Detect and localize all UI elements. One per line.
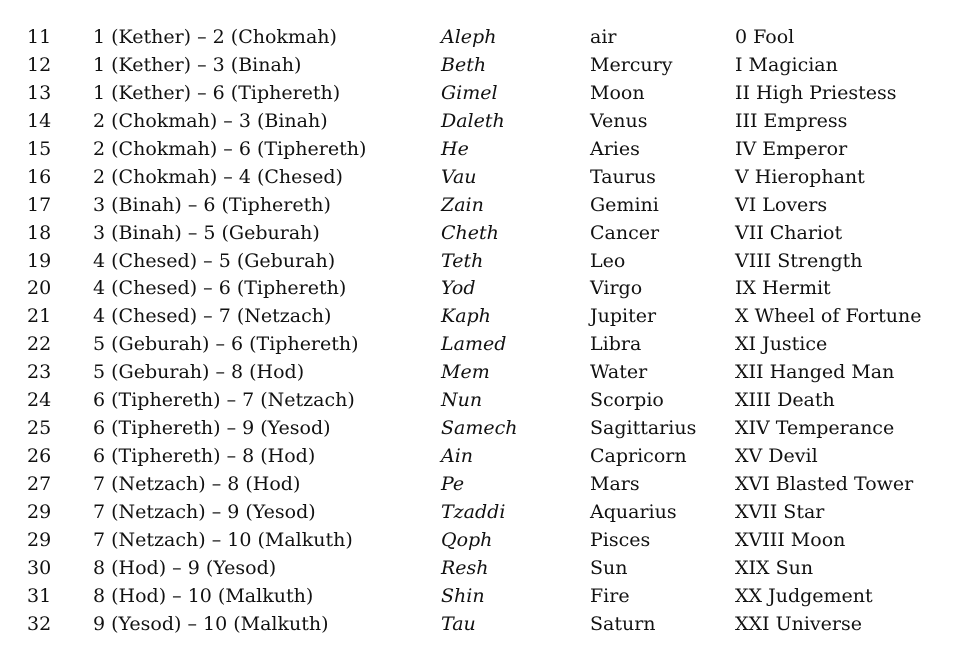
astrological-attribution: Sagittarius bbox=[590, 417, 697, 440]
hebrew-letter: Resh bbox=[441, 556, 489, 579]
path-number: 23 bbox=[27, 361, 52, 384]
tarot-trump: VIII Strength bbox=[735, 249, 863, 272]
table-row bbox=[0, 443, 962, 471]
astrological-attribution: Aquarius bbox=[590, 500, 677, 523]
table-row bbox=[0, 192, 962, 220]
table-row bbox=[0, 108, 962, 136]
path-sephiroth: 8 (Hod) – 10 (Malkuth) bbox=[93, 584, 314, 607]
astrological-attribution: Gemini bbox=[590, 193, 659, 216]
tarot-trump: VII Chariot bbox=[735, 221, 843, 244]
path-number: 29 bbox=[27, 500, 52, 523]
path-number: 26 bbox=[27, 445, 52, 468]
path-sephiroth: 1 (Kether) – 3 (Binah) bbox=[93, 53, 302, 76]
tarot-trump: IV Emperor bbox=[735, 137, 848, 160]
path-sephiroth: 4 (Chesed) – 5 (Geburah) bbox=[93, 249, 336, 272]
path-sephiroth: 3 (Binah) – 6 (Tiphereth) bbox=[93, 193, 331, 216]
table-row bbox=[0, 52, 962, 80]
path-sephiroth: 8 (Hod) – 9 (Yesod) bbox=[93, 556, 277, 579]
path-number: 15 bbox=[27, 137, 52, 160]
astrological-attribution: Mars bbox=[590, 473, 640, 495]
table-row bbox=[0, 527, 962, 555]
table-row bbox=[0, 303, 962, 331]
tarot-trump: XIII Death bbox=[735, 389, 835, 412]
astrological-attribution: Taurus bbox=[590, 165, 656, 188]
path-number: 12 bbox=[27, 53, 52, 76]
tarot-trump: XXI Universe bbox=[735, 612, 862, 635]
hebrew-letter: Kaph bbox=[441, 305, 491, 328]
table-row bbox=[0, 387, 962, 415]
table-row bbox=[0, 164, 962, 192]
tarot-trump: V Hierophant bbox=[735, 165, 865, 188]
path-sephiroth: 2 (Chokmah) – 6 (Tiphereth) bbox=[93, 137, 367, 160]
path-sephiroth: 7 (Netzach) – 10 (Malkuth) bbox=[93, 528, 353, 551]
table-row bbox=[0, 471, 962, 499]
tarot-trump: XIX Sun bbox=[735, 556, 814, 579]
tarot-trump: XV Devil bbox=[735, 445, 818, 468]
path-number: 19 bbox=[27, 249, 52, 272]
hebrew-letter: Pe bbox=[441, 473, 465, 495]
path-sephiroth: 6 (Tiphereth) – 7 (Netzach) bbox=[93, 389, 355, 412]
path-number: 18 bbox=[27, 221, 52, 244]
path-sephiroth: 2 (Chokmah) – 3 (Binah) bbox=[93, 109, 328, 132]
tarot-trump: XIV Temperance bbox=[735, 417, 895, 440]
hebrew-letter: Tzaddi bbox=[441, 500, 506, 523]
tarot-trump: I Magician bbox=[735, 53, 838, 76]
astrological-attribution: Mercury bbox=[590, 53, 673, 76]
hebrew-letter: Daleth bbox=[441, 109, 505, 132]
astrological-attribution: air bbox=[590, 26, 617, 48]
astrological-attribution: Fire bbox=[590, 584, 630, 607]
tarot-trump: XII Hanged Man bbox=[735, 361, 895, 384]
tarot-trump: XVI Blasted Tower bbox=[735, 473, 914, 495]
path-sephiroth: 1 (Kether) – 2 (Chokmah) bbox=[93, 26, 337, 48]
path-sephiroth: 2 (Chokmah) – 4 (Chesed) bbox=[93, 165, 343, 188]
table-row bbox=[0, 220, 962, 248]
hebrew-letter: Lamed bbox=[441, 333, 507, 356]
path-sephiroth: 3 (Binah) – 5 (Geburah) bbox=[93, 221, 320, 244]
path-sephiroth: 7 (Netzach) – 9 (Yesod) bbox=[93, 500, 316, 523]
hebrew-letter: Aleph bbox=[441, 26, 497, 48]
path-sephiroth: 1 (Kether) – 6 (Tiphereth) bbox=[93, 81, 341, 104]
hebrew-letter: Cheth bbox=[441, 221, 499, 244]
table-row bbox=[0, 499, 962, 527]
hebrew-letter: Teth bbox=[441, 249, 484, 272]
path-number: 27 bbox=[27, 473, 52, 495]
hebrew-letter: Vau bbox=[441, 165, 477, 188]
hebrew-letter: Zain bbox=[441, 193, 484, 216]
tarot-trump: X Wheel of Fortune bbox=[735, 305, 922, 328]
astrological-attribution: Water bbox=[590, 361, 648, 384]
astrological-attribution: Capricorn bbox=[590, 445, 687, 468]
tarot-trump: IX Hermit bbox=[735, 277, 831, 300]
path-number: 25 bbox=[27, 417, 52, 440]
tarot-trump: III Empress bbox=[735, 109, 848, 132]
hebrew-letter: Qoph bbox=[441, 528, 493, 551]
table-row bbox=[0, 80, 962, 108]
tarot-trump: 0 Fool bbox=[735, 26, 795, 48]
path-number: 20 bbox=[27, 277, 52, 300]
hebrew-letter: Shin bbox=[441, 584, 485, 607]
path-number: 11 bbox=[27, 26, 52, 48]
path-sephiroth: 6 (Tiphereth) – 8 (Hod) bbox=[93, 445, 316, 468]
hebrew-letter: Yod bbox=[441, 277, 476, 300]
astrological-attribution: Libra bbox=[590, 333, 642, 356]
path-number: 21 bbox=[27, 305, 52, 328]
astrological-attribution: Moon bbox=[590, 81, 645, 104]
tarot-trump: XVII Star bbox=[735, 500, 825, 523]
path-number: 14 bbox=[27, 109, 52, 132]
path-sephiroth: 4 (Chesed) – 7 (Netzach) bbox=[93, 305, 332, 328]
hebrew-letter: He bbox=[441, 137, 469, 160]
tarot-trump: II High Priestess bbox=[735, 81, 897, 104]
path-sephiroth: 4 (Chesed) – 6 (Tiphereth) bbox=[93, 277, 347, 300]
tarot-trump: XX Judgement bbox=[735, 584, 873, 607]
hebrew-letter: Tau bbox=[441, 612, 476, 635]
correspondence-table bbox=[0, 24, 962, 639]
hebrew-letter: Mem bbox=[441, 361, 490, 384]
table-row bbox=[0, 136, 962, 164]
hebrew-letter: Samech bbox=[441, 417, 518, 440]
tarot-trump: XVIII Moon bbox=[735, 528, 846, 551]
path-number: 31 bbox=[27, 584, 52, 607]
tarot-trump: VI Lovers bbox=[735, 193, 828, 216]
astrological-attribution: Venus bbox=[590, 109, 648, 132]
astrological-attribution: Jupiter bbox=[590, 305, 657, 328]
table-row bbox=[0, 415, 962, 443]
astrological-attribution: Cancer bbox=[590, 221, 660, 244]
hebrew-letter: Ain bbox=[441, 445, 474, 468]
path-number: 16 bbox=[27, 165, 52, 188]
astrological-attribution: Virgo bbox=[590, 277, 643, 300]
astrological-attribution: Leo bbox=[590, 249, 626, 272]
path-number: 30 bbox=[27, 556, 52, 579]
astrological-attribution: Sun bbox=[590, 556, 628, 579]
astrological-attribution: Aries bbox=[590, 137, 640, 160]
tarot-trump: XI Justice bbox=[735, 333, 828, 356]
astrological-attribution: Pisces bbox=[590, 528, 651, 551]
table-row bbox=[0, 583, 962, 611]
path-sephiroth: 5 (Geburah) – 6 (Tiphereth) bbox=[93, 333, 359, 356]
table-row bbox=[0, 555, 962, 583]
astrological-attribution: Saturn bbox=[590, 612, 656, 635]
path-number: 29 bbox=[27, 528, 52, 551]
path-number: 24 bbox=[27, 389, 52, 412]
table-row bbox=[0, 248, 962, 276]
path-number: 22 bbox=[27, 333, 52, 356]
path-sephiroth: 9 (Yesod) – 10 (Malkuth) bbox=[93, 612, 329, 635]
path-sephiroth: 6 (Tiphereth) – 9 (Yesod) bbox=[93, 417, 331, 440]
table-row bbox=[0, 331, 962, 359]
hebrew-letter: Gimel bbox=[441, 81, 498, 104]
table-row bbox=[0, 611, 962, 639]
path-number: 32 bbox=[27, 612, 52, 635]
path-sephiroth: 7 (Netzach) – 8 (Hod) bbox=[93, 473, 301, 495]
hebrew-letter: Nun bbox=[441, 389, 483, 412]
hebrew-letter: Beth bbox=[441, 53, 487, 76]
table-row bbox=[0, 359, 962, 387]
astrological-attribution: Scorpio bbox=[590, 389, 664, 412]
table-row bbox=[0, 24, 962, 52]
table-row bbox=[0, 275, 962, 303]
path-number: 13 bbox=[27, 81, 52, 104]
path-sephiroth: 5 (Geburah) – 8 (Hod) bbox=[93, 361, 305, 384]
path-number: 17 bbox=[27, 193, 52, 216]
